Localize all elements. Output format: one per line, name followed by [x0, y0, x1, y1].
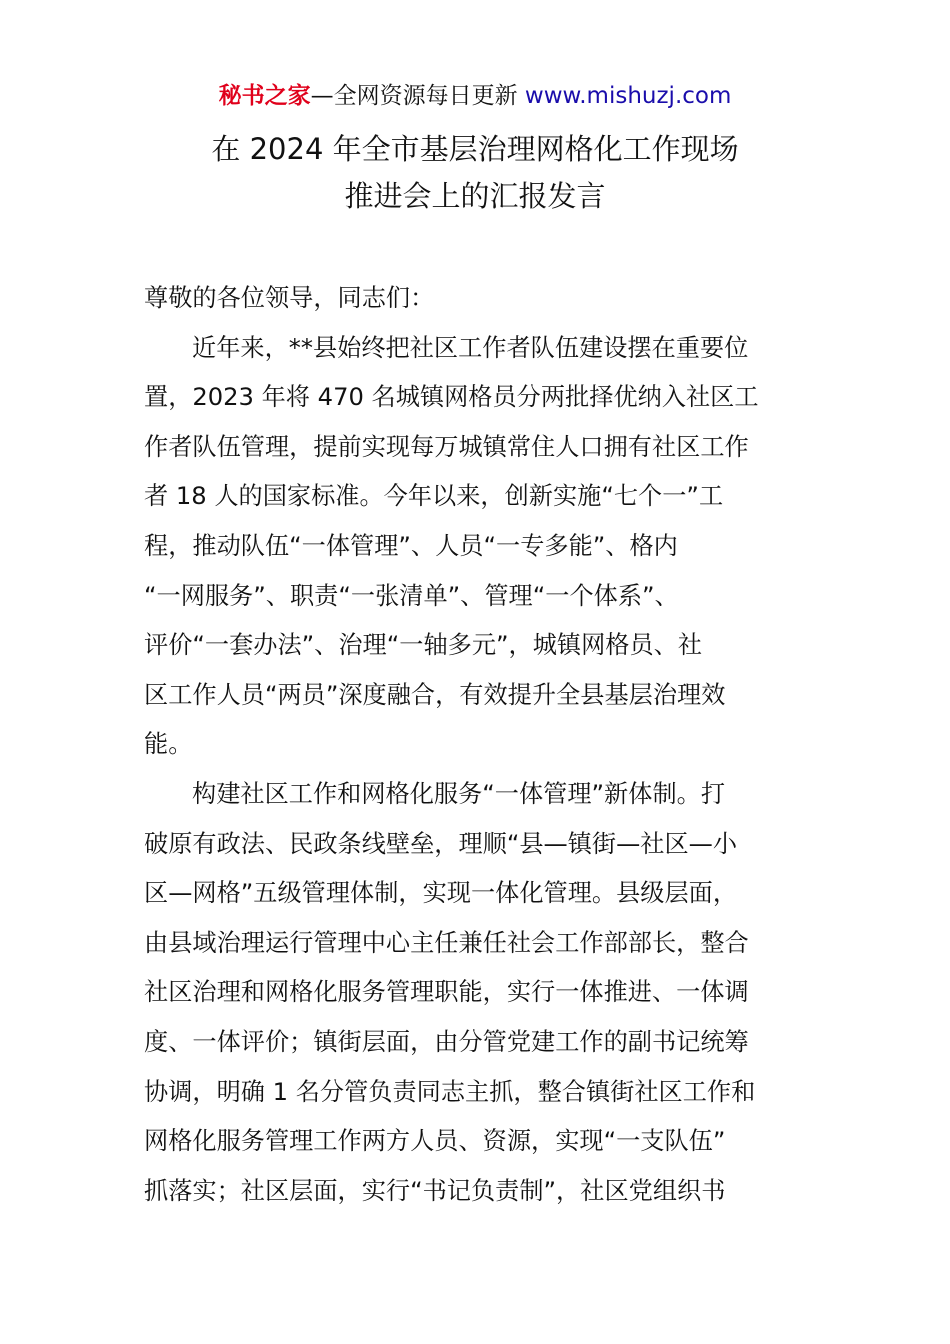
- paragraph-line: 抓落实；社区层面，实行“书记负责制”，社区党组织书: [144, 1176, 726, 1205]
- document-body: [144, 274, 808, 1216]
- site-tagline: —全网资源每日更新: [310, 83, 525, 109]
- paragraph-line: 区工作人员“两员”深度融合，有效提升全县基层治理效: [144, 680, 726, 709]
- paragraph-line: 社区治理和网格化服务管理职能，实行一体推进、一体调: [144, 978, 749, 1007]
- site-header: [0, 80, 950, 112]
- paragraph-line: 作者队伍管理，提前实现每万城镇常住人口拥有社区工作: [144, 432, 749, 461]
- paragraph-line: 区—网格”五级管理体制，实现一体化管理。县级层面，: [144, 879, 738, 908]
- paragraph-line: 程，推动队伍“一体管理”、人员“一专多能”、格内: [144, 531, 678, 560]
- paragraph-line: 破原有政法、民政条线壁垒，理顺“县—镇街—社区—小: [144, 829, 738, 858]
- paragraph-line: 评价“一套办法”、治理“一轴多元”，城镇网格员、社: [144, 631, 703, 660]
- paragraph-line: 能。: [144, 730, 193, 759]
- paragraph-line: 由县域治理运行管理中心主任兼任社会工作部部长，整合: [144, 928, 749, 957]
- document-title: [0, 126, 950, 220]
- paragraph-line: 近年来，**县始终把社区工作者队伍建设摆在重要位: [192, 333, 749, 362]
- paragraph-line: 构建社区工作和网格化服务“一体管理”新体制。打: [192, 779, 726, 808]
- paragraph-2: [144, 770, 808, 1216]
- paragraph-1: [144, 324, 808, 770]
- site-url-link[interactable]: www.mishuzj.com: [524, 83, 732, 109]
- title-line-2: 推进会上的汇报发言: [344, 179, 606, 213]
- paragraph-line: “一网服务”、职责“一张清单”、管理“一个体系”、: [144, 581, 679, 610]
- brand-name: 秘书之家: [218, 83, 311, 109]
- paragraph-line: 网格化服务管理工作两方人员、资源，实现“一支队伍”: [144, 1127, 726, 1156]
- paragraph-line: 协调，明确 1 名分管负责同志主抓，整合镇街社区工作和: [144, 1077, 756, 1106]
- paragraph-line: 度、一体评价；镇街层面，由分管党建工作的副书记统筹: [144, 1027, 749, 1056]
- salutation: 尊敬的各位领导，同志们：: [144, 284, 435, 312]
- title-line-1: 在 2024 年全市基层治理网格化工作现场: [211, 132, 739, 166]
- paragraph-line: 置，2023 年将 470 名城镇网格员分两批择优纳入社区工: [144, 383, 759, 412]
- paragraph-line: 者 18 人的国家标准。今年以来，创新实施“七个一”工: [144, 482, 724, 511]
